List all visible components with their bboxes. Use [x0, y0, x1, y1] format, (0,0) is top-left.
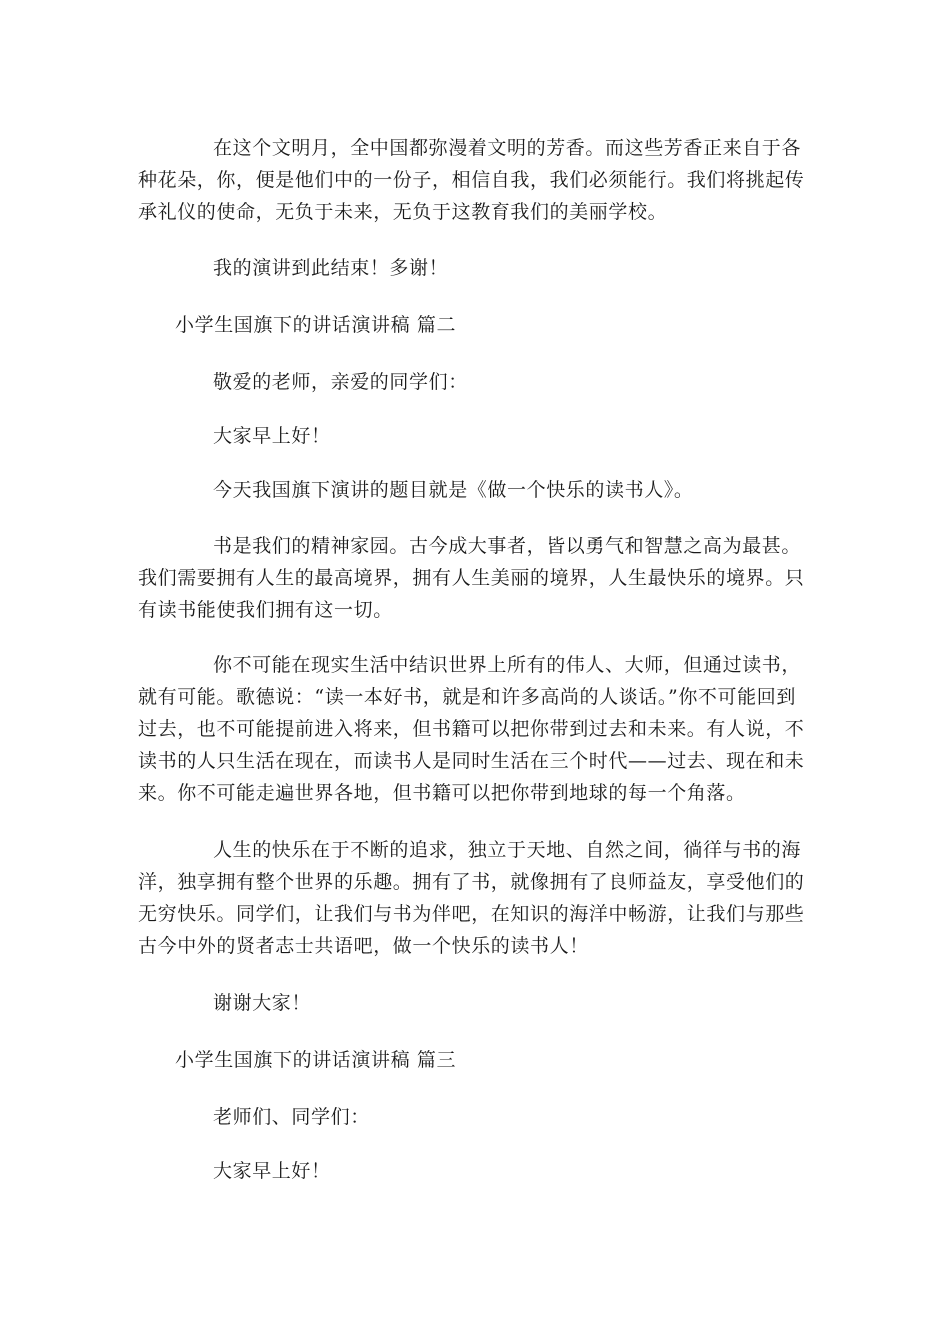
closing-line: 我的演讲到此结束！多谢！: [213, 257, 449, 279]
paragraph-books-home: 书是我们的精神家园。古今成大事者，皆以勇气和智慧之高为最甚。我们需要拥有人生的最高境界，拥有人生美丽的境界，人生最快乐的境界。只有读书能使我们拥有这一切。: [138, 535, 805, 621]
speech-topic: 今天我国旗下演讲的题目就是《做一个快乐的读书人》。: [213, 479, 694, 501]
section-heading-3: 小学生国旗下的讲话演讲稿 篇三: [175, 1049, 457, 1071]
paragraph-civilization-month: 在这个文明月，全中国都弥漫着文明的芳香。而这些芳香正来自于各种花朵，你，便是他们中的一份子，相信自我，我们必须能行。我们将挑起传承礼仪的使命，无负于未来，无负于这教育我们的美丽学校。: [138, 137, 805, 223]
salutation-3: 老师们、同学们：: [213, 1106, 370, 1128]
paragraph-reading-greatness: 你不可能在现实生活中结识世界上所有的伟人、大师，但通过读书，就有可能。歌德说：“读一本好书，就是和许多高尚的人谈话。”你不可能回到过去，也不可能提前进入将来，但书籍可以把你带到过去和未来。有人说，不读书的人只生活在现在，而读书人是同时生活在三个时代——过去、现在和未来。你不可能走遍世界各地，但书籍可以把你带到地球的每一个角落。: [138, 654, 805, 804]
section-heading-2: 小学生国旗下的讲话演讲稿 篇二: [175, 314, 457, 336]
greeting-3: 大家早上好！: [213, 1160, 331, 1182]
salutation-2: 敬爱的老师，亲爱的同学们：: [213, 371, 468, 393]
thanks-2: 谢谢大家！: [213, 992, 312, 1014]
paragraph-joy-of-reading: 人生的快乐在于不断的追求，独立于天地、自然之间，徜徉与书的海洋，独享拥有整个世界的乐趣。拥有了书，就像拥有了良师益友，享受他们的无穷快乐。同学们，让我们与书为伴吧，在知识的海洋中畅游，让我们与那些古今中外的贤者志士共语吧，做一个快乐的读书人！: [138, 839, 805, 957]
greeting-2: 大家早上好！: [213, 425, 331, 447]
